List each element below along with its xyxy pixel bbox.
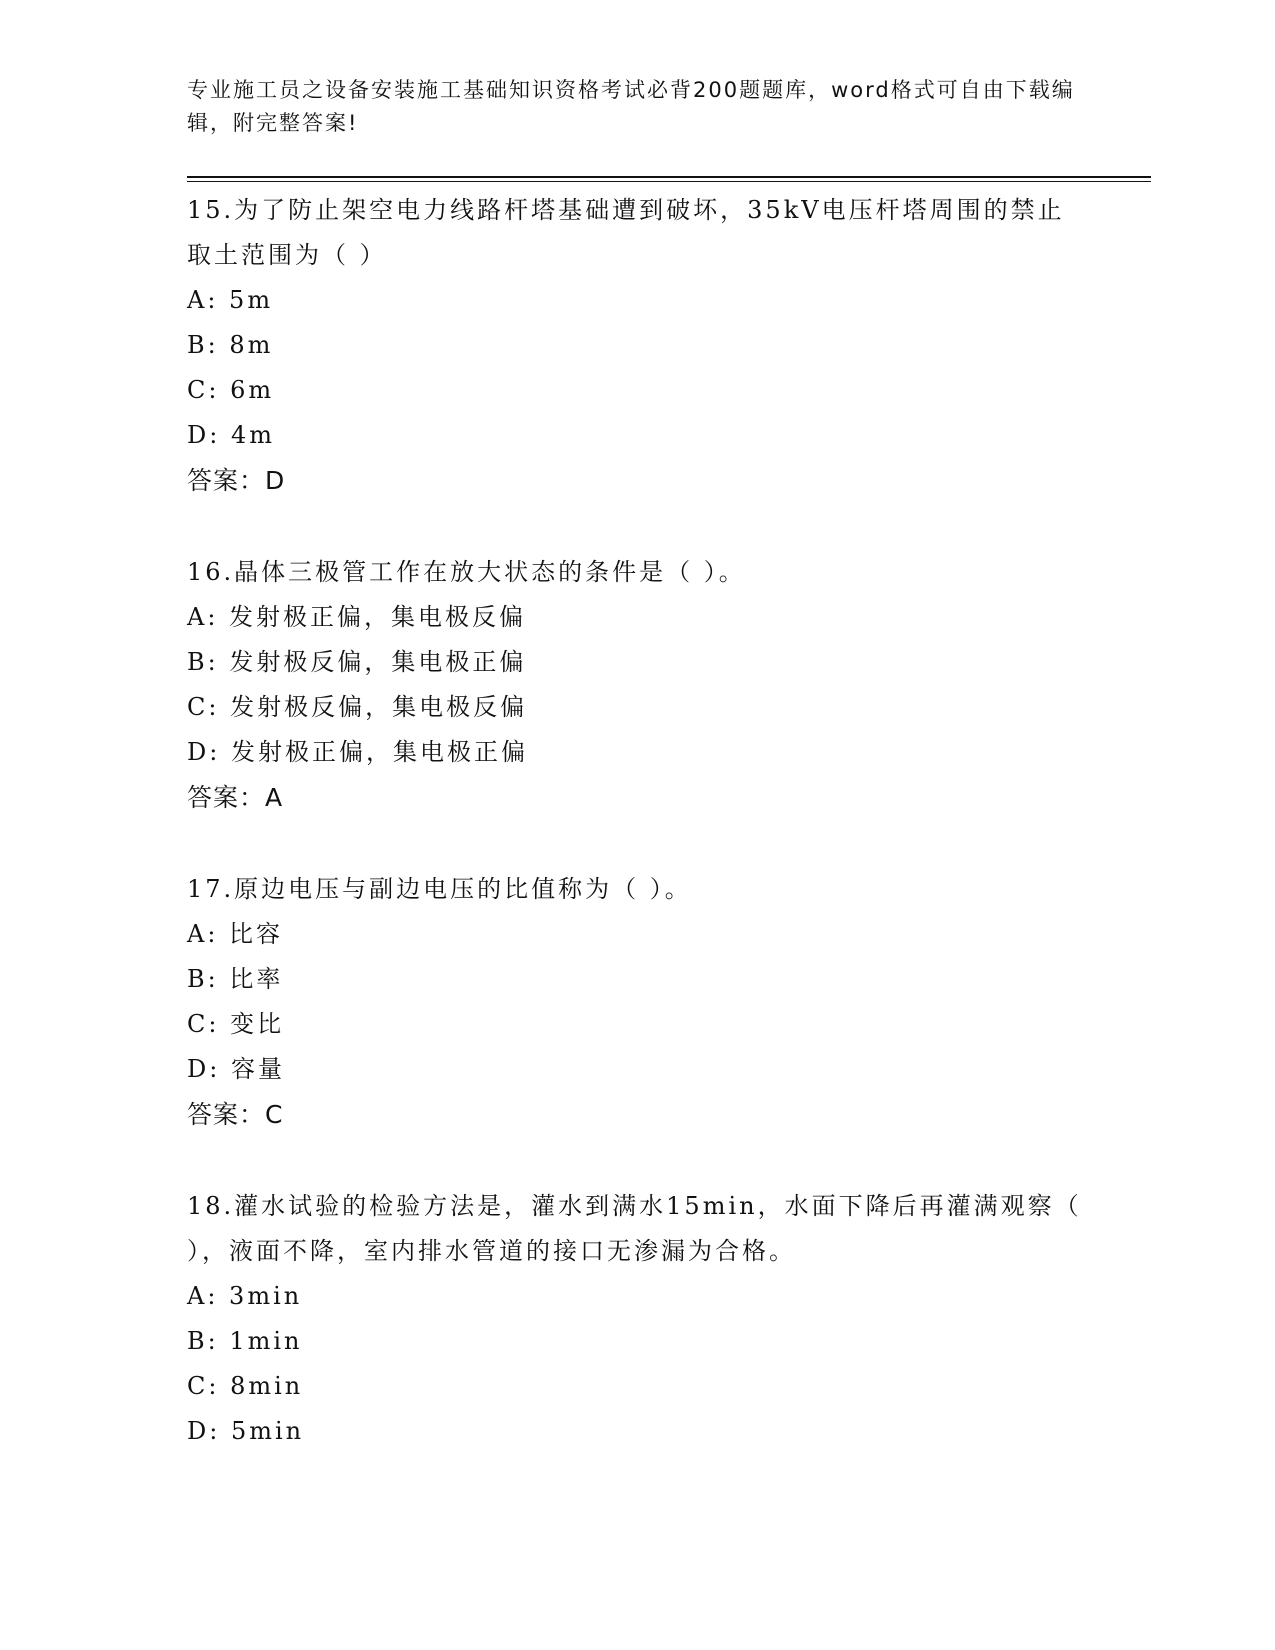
- question-15: [187, 188, 1087, 504]
- header-divider-thin: [187, 181, 1151, 182]
- option-d: D: 容量: [187, 1055, 285, 1083]
- option-c: C: 6m: [187, 376, 275, 404]
- answer-label: 答案：C: [187, 1100, 284, 1129]
- question-text: 17.原边电压与副边电压的比值称为（ ）。: [187, 875, 692, 903]
- question-text: 18.灌水试验的检验方法是，灌水到满水15min，水面下降后再灌满观察（ ），液面不降，室内排水管道的接口无渗漏为合格。: [187, 1192, 1082, 1265]
- option-a: A: 3min: [187, 1282, 303, 1310]
- option-a: A: 5m: [187, 286, 274, 314]
- header-divider: [187, 176, 1151, 178]
- answer-label: 答案：A: [187, 783, 284, 812]
- option-a: A: 比容: [187, 920, 284, 948]
- option-c: C: 变比: [187, 1010, 285, 1038]
- option-c: C: 发射极反偏，集电极反偏: [187, 693, 528, 721]
- option-b: B: 1min: [187, 1327, 303, 1355]
- option-d: D: 发射极正偏，集电极正偏: [187, 738, 528, 766]
- answer-label: 答案：D: [187, 466, 286, 495]
- option-b: B: 8m: [187, 331, 274, 359]
- question-16: [187, 550, 1087, 821]
- question-17: [187, 867, 1087, 1138]
- option-b: B: 比率: [187, 965, 284, 993]
- option-d: D: 4m: [187, 421, 275, 449]
- option-a: A: 发射极正偏，集电极反偏: [187, 603, 527, 631]
- question-list: [187, 188, 1087, 1500]
- question-text: 15.为了防止架空电力线路杆塔基础遭到破坏，35kV电压杆塔周围的禁止取土范围为（ ）: [187, 196, 1065, 269]
- option-c: C: 8min: [187, 1372, 304, 1400]
- question-text: 16.晶体三极管工作在放大状态的条件是（ ）。: [187, 558, 746, 586]
- option-d: D: 5min: [187, 1417, 305, 1445]
- document-header: 专业施工员之设备安装施工基础知识资格考试必背200题题库，word格式可自由下载编辑，附完整答案!: [187, 78, 1075, 135]
- question-18: [187, 1184, 1087, 1454]
- option-b: B: 发射极反偏，集电极正偏: [187, 648, 527, 676]
